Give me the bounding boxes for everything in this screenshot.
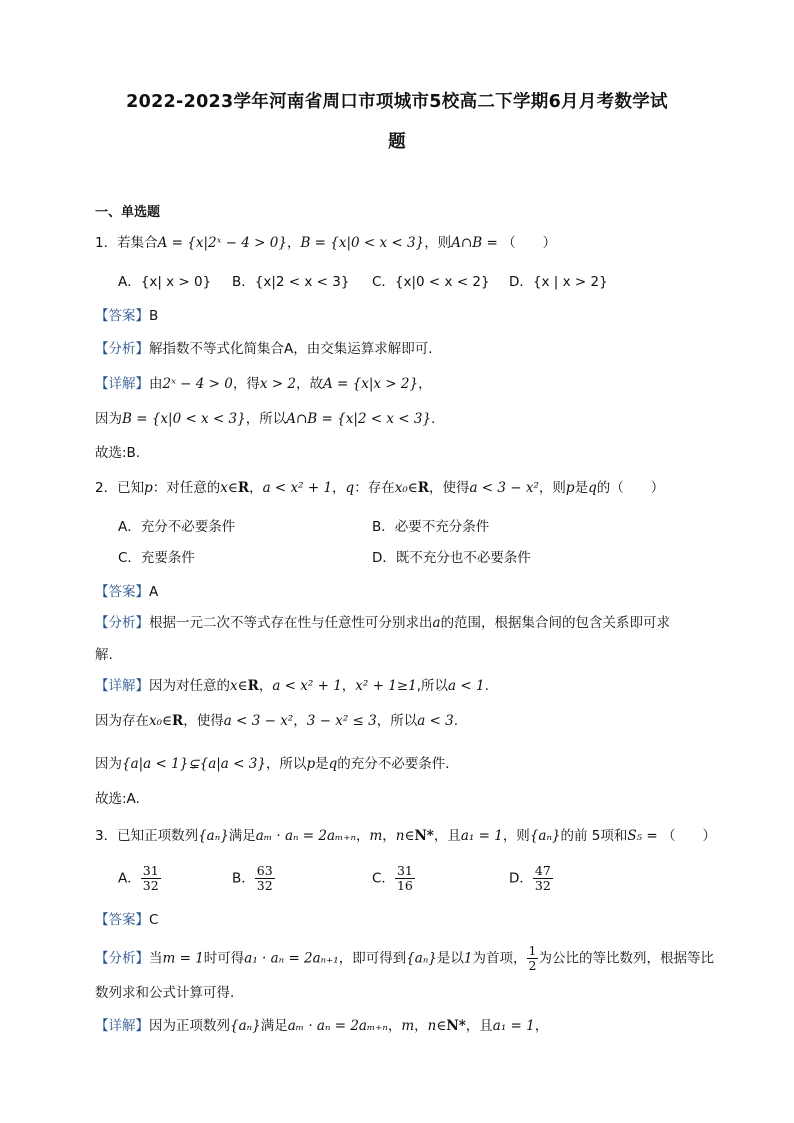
analysis-label: 【分析】 (95, 615, 149, 631)
q2-stem: 2．已知p：对任意的x∈R，a < x² + 1，q：存在x₀∈R，使得a < 3 − x²，则p是q的（ ） (95, 480, 665, 496)
q2-option-d: D．既不充分也不必要条件 (372, 550, 531, 566)
q1-answer: 【答案】B (95, 308, 159, 324)
answer-label: 【答案】 (95, 308, 149, 324)
fraction: $\frac{1}{2}$ (528, 943, 537, 973)
q2-detail-3: 因为{a|a < 1}⊊{a|a < 3}，所以p是q的充分不必要条件. (95, 756, 450, 772)
section-heading: 一、单选题 (95, 205, 161, 220)
q3-analysis-2: 数列求和公式计算可得. (95, 985, 235, 1001)
fraction: $\frac{63}{32}$ (256, 863, 273, 893)
q3-analysis-1: 【分析】当m = 1时可得a₁ · aₙ = 2aₙ₊₁，即可得到{aₙ}是以1为首项， $\frac{1}{2}$ 为公比的等比数列，根据等比 (95, 943, 714, 973)
q2-analysis-1: 【分析】根据一元二次不等式存在性与任意性可分别求出a的范围，根据集合间的包含关系即可求 (95, 615, 671, 631)
answer-label: 【答案】 (95, 912, 149, 928)
q1-detail-1: 【详解】由2ˣ − 4 > 0，得x > 2，故A = {x|x > 2}， (95, 376, 432, 392)
fraction: $\frac{47}{32}$ (534, 863, 551, 893)
analysis-label: 【分析】 (95, 950, 149, 967)
page-title-line-1: 2022-2023学年河南省周口市项城市5校高二下学期6月月考数学试 (126, 92, 668, 112)
q1-analysis: 【分析】解指数不等式化简集合A，由交集运算求解即可. (95, 341, 433, 357)
q3-detail-1: 【详解】因为正项数列{aₙ}满足aₘ · aₙ = 2aₘ₊ₙ，m，n∈N*，且a₁ = 1， (95, 1018, 549, 1034)
analysis-label: 【分析】 (95, 341, 149, 357)
q3-answer: 【答案】C (95, 912, 159, 928)
q1-option-c: C．{x|0 < x < 2} (372, 274, 490, 290)
page-title-line-2: 题 (388, 132, 406, 152)
q2-answer: 【答案】A (95, 584, 159, 600)
fraction: $\frac{31}{32}$ (142, 863, 159, 893)
q3-option-d: D． $\frac{47}{32}$ (509, 863, 551, 893)
q2-detail-2: 因为存在x₀∈R，使得a < 3 − x²，3 − x² ≤ 3，所以a < 3. (95, 713, 459, 729)
q2-detail-4: 故选:A. (95, 791, 140, 807)
q2-analysis-2: 解. (95, 647, 113, 663)
q1-detail-2: 因为B = {x|0 < x < 3}，所以A∩B = {x|2 < x < 3}. (95, 411, 436, 427)
q1-option-d: D．{x | x > 2} (509, 274, 608, 290)
detail-label: 【详解】 (95, 678, 149, 694)
detail-label: 【详解】 (95, 1018, 149, 1034)
detail-label: 【详解】 (95, 376, 149, 392)
q1-option-a: A．{x| x > 0} (118, 274, 212, 290)
q2-option-b: B．必要不充分条件 (372, 519, 490, 535)
fraction: $\frac{31}{16}$ (396, 863, 413, 893)
q3-option-c: C． $\frac{31}{16}$ (372, 863, 413, 893)
q1-stem: 1．若集合A = {x|2ˣ − 4 > 0}，B = {x|0 < x < 3}，则A∩B = （ ） (95, 235, 557, 251)
q1-option-b: B．{x|2 < x < 3} (232, 274, 350, 290)
q3-option-a: A． $\frac{31}{32}$ (118, 863, 159, 893)
answer-label: 【答案】 (95, 584, 149, 600)
q2-option-a: A．充分不必要条件 (118, 519, 236, 535)
q1-detail-3: 故选:B. (95, 445, 141, 461)
q2-detail-1: 【详解】因为对任意的x∈R，a < x² + 1，x² + 1≥1,所以a < 1. (95, 678, 489, 694)
q3-stem: 3．已知正项数列{aₙ}满足aₘ · aₙ = 2aₘ₊ₙ，m，n∈N*，且a₁ = 1，则{aₙ}的前 5项和S₅ = （ ） (95, 828, 716, 844)
q2-option-c: C．充要条件 (118, 550, 195, 566)
q3-option-b: B． $\frac{63}{32}$ (232, 863, 273, 893)
